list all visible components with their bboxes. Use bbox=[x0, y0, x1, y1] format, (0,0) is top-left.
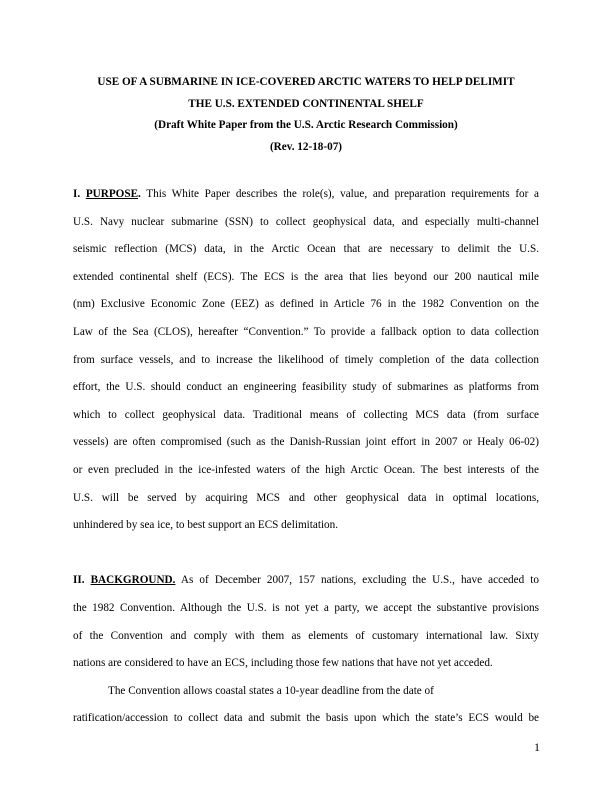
title-line-2: THE U.S. EXTENDED CONTINENTAL SHELF bbox=[188, 97, 424, 110]
section-background-line-1 bbox=[73, 567, 539, 595]
title-line-1: USE OF A SUBMARINE IN ICE-COVERED ARCTIC WATERS TO HELP DELIMIT bbox=[97, 76, 515, 88]
document-body bbox=[73, 181, 539, 733]
paragraph-line: which to collect geophysical data. Traditional means of collecting MCS data (from surface bbox=[73, 408, 539, 421]
section-gap bbox=[73, 540, 539, 568]
paragraph-line: the 1982 Convention. Although the U.S. is not yet a party, we accept the substantive provisions bbox=[73, 601, 539, 614]
section-heading: BACKGROUND. bbox=[90, 574, 176, 587]
paragraph-line: Law of the Sea (CLOS), hereafter “Convention.” To provide a fallback option to data collection bbox=[73, 325, 539, 338]
heading-period: . bbox=[138, 188, 141, 200]
section-number: I. bbox=[73, 188, 86, 200]
paragraph-line: effort, the U.S. should conduct an engineering feasibility study of submarines as platforms from bbox=[73, 381, 539, 394]
page-number: 1 bbox=[534, 740, 540, 754]
paragraph-text: This White Paper describes the role(s), value, and preparation requirements for a bbox=[140, 188, 539, 200]
paragraph-line: ratification/accession to collect data and submit the basis upon which the state’s ECS would be bbox=[73, 712, 539, 725]
section-heading: PURPOSE bbox=[85, 188, 139, 200]
paragraph-line: from surface vessels, and to increase the likelihood of timely completion of the data collection bbox=[73, 353, 539, 366]
paragraph-line: extended continental shelf (ECS). The ECS is the area that lies beyond our 200 nautical mile bbox=[73, 270, 539, 283]
paragraph-line: vessels) are often compromised (such as the Danish-Russian joint effort in 2007 or Healy 06-02) bbox=[73, 436, 539, 449]
paragraph-line: unhindered by sea ice, to best support an ECS delimitation. bbox=[73, 519, 339, 532]
paragraph-text: As of December 2007, 157 nations, excluding the U.S., have acceded to bbox=[175, 574, 539, 587]
revision-line: (Rev. 12-18-07) bbox=[269, 140, 343, 153]
subtitle-line: (Draft White Paper from the U.S. Arctic Research Commission) bbox=[154, 119, 458, 131]
paragraph-line: The Convention allows coastal states a 10-year deadline from the date of bbox=[108, 684, 434, 697]
paragraph-line: nations are considered to have an ECS, including those few nations that have not yet acceded. bbox=[73, 657, 493, 670]
paragraph-line: or even precluded in the ice-infested waters of the high Arctic Ocean. The best interests of the bbox=[73, 463, 539, 476]
paragraph-line: (nm) Exclusive Economic Zone (EEZ) as defined in Article 76 in the 1982 Convention on the bbox=[73, 298, 539, 311]
paragraph-line: seismic reflection (MCS) data, in the Arctic Ocean that are necessary to delimit the U.S. bbox=[73, 243, 539, 256]
section-number: II. bbox=[73, 574, 91, 587]
document-title-block bbox=[0, 72, 612, 158]
paragraph-line: U.S. Navy nuclear submarine (SSN) to collect geophysical data, and especially multi-channel bbox=[73, 215, 539, 228]
section-purpose-line-1 bbox=[73, 181, 539, 209]
paragraph-line: of the Convention and comply with them as elements of customary international law. Sixty bbox=[73, 629, 539, 642]
paragraph-line: U.S. will be served by acquiring MCS and other geophysical data in optimal locations, bbox=[73, 491, 539, 504]
